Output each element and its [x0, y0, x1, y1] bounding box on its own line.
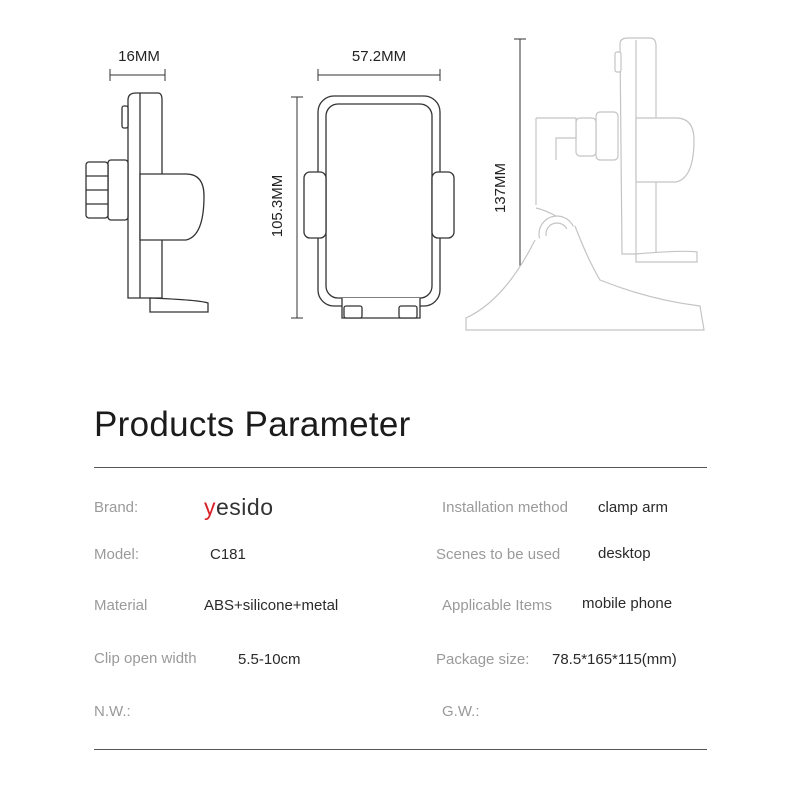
brand-logo: yesido	[204, 494, 274, 520]
side-width-label: 16MM	[118, 48, 160, 65]
package-label: Package size:	[436, 651, 530, 668]
scenes-label: Scenes to be used	[436, 546, 561, 563]
applicable-value: mobile phone	[582, 595, 673, 612]
gw-label: G.W.:	[442, 703, 480, 720]
material-label: Material	[94, 597, 148, 614]
brand-label: Brand:	[94, 499, 139, 516]
model-label: Model:	[94, 546, 140, 563]
front-height-label: 105.3MM	[269, 174, 286, 238]
installation-label: Installation method	[442, 499, 568, 516]
bottom-divider	[94, 749, 707, 750]
nw-label: N.W.:	[94, 703, 131, 720]
scenes-value: desktop	[598, 545, 651, 562]
front-width-label: 57.2MM	[351, 48, 407, 65]
material-value: ABS+silicone+metal	[204, 597, 339, 614]
side-width-dimension	[110, 69, 165, 81]
side-view-holder	[86, 93, 208, 312]
section-title: Products Parameter	[94, 405, 411, 444]
front-height-dimension	[291, 97, 303, 318]
top-divider	[94, 467, 707, 468]
clip-width-value: 5.5-10cm	[238, 651, 301, 668]
clip-width-label: Clip open width	[94, 650, 197, 667]
front-view-holder	[304, 96, 454, 318]
total-height-label: 137MM	[492, 162, 509, 214]
model-value: C181	[210, 546, 246, 563]
product-dimension-diagram	[0, 0, 800, 360]
package-value: 78.5*165*115(mm)	[552, 651, 677, 668]
front-width-dimension	[318, 69, 440, 81]
installation-value: clamp arm	[598, 499, 669, 516]
applicable-label: Applicable Items	[442, 597, 553, 614]
